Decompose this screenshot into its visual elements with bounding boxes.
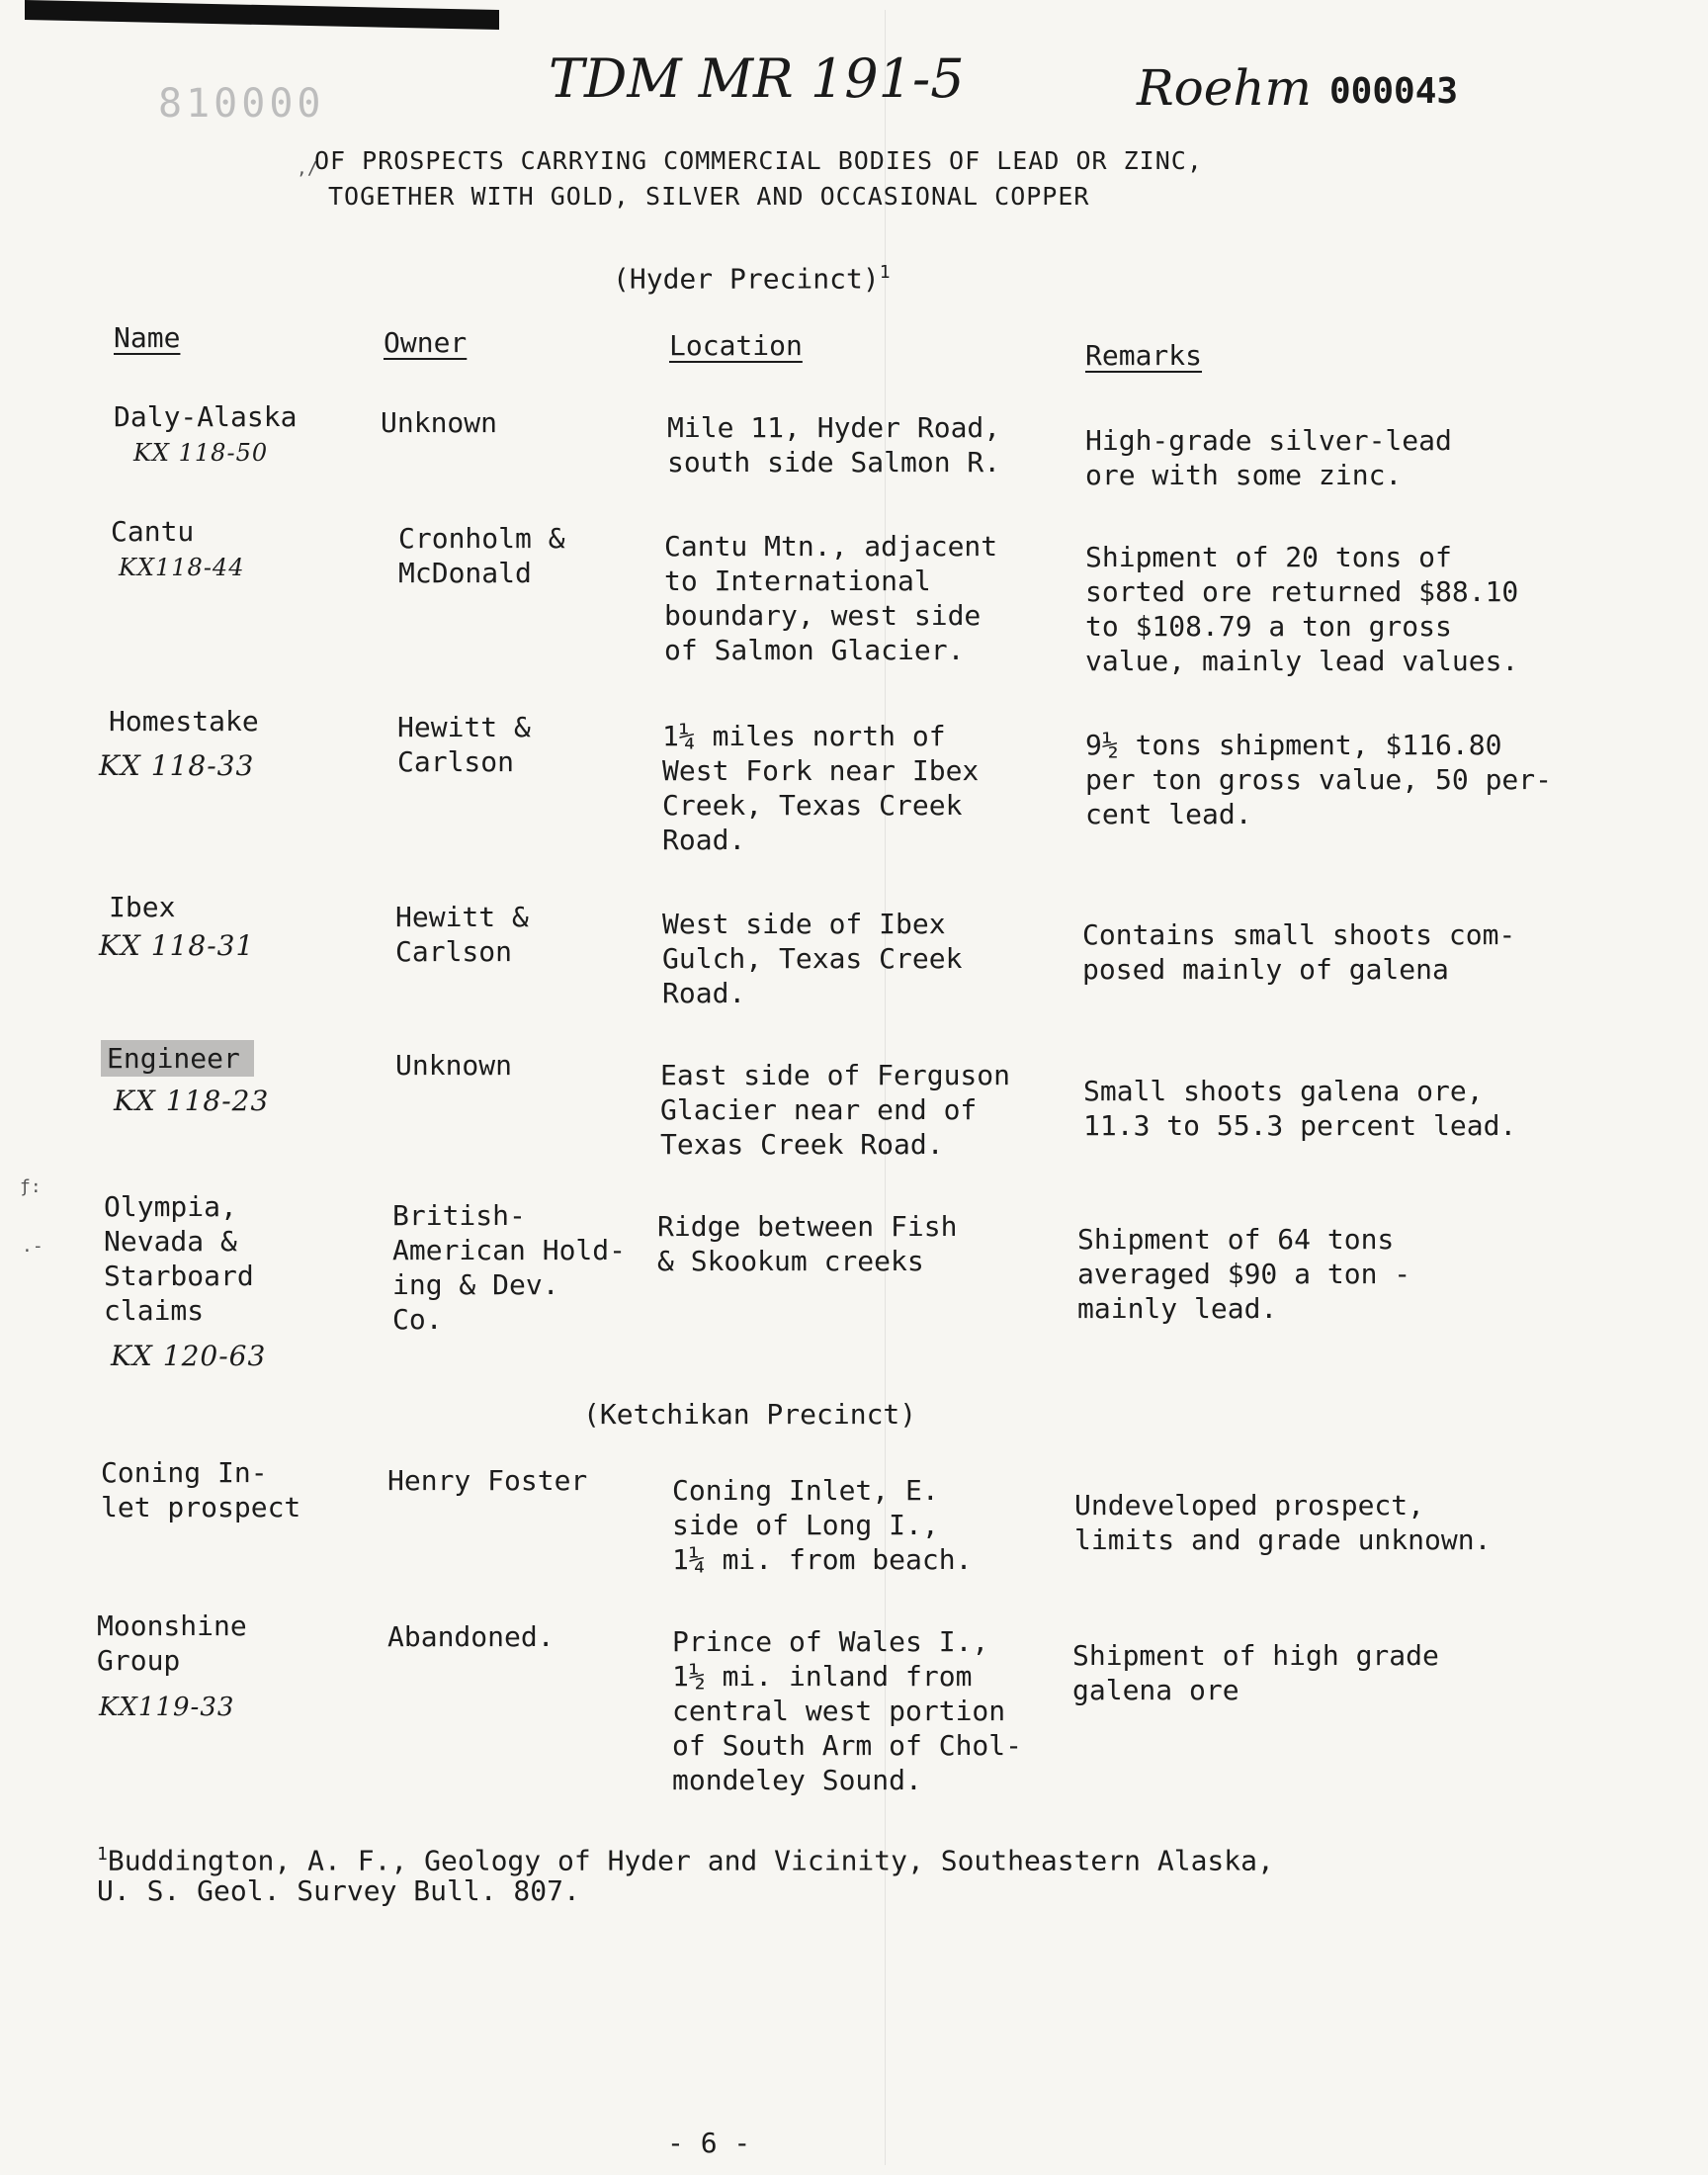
row-name: Ibex (109, 891, 176, 923)
row-name: Olympia, Nevada & Starboard claims (104, 1190, 254, 1327)
row-location: Ridge between Fish & Skookum creeks (657, 1210, 958, 1277)
stamp-number: 810000 (158, 81, 325, 127)
row-name: Cantu (111, 515, 195, 548)
footnote-line-2: U. S. Geol. Survey Bull. 807. (97, 1874, 580, 1907)
row-name: Homestake (109, 705, 259, 738)
title-line-1: OF PROSPECTS CARRYING COMMERCIAL BODIES OF LEAD OR ZINC, (314, 146, 1203, 175)
row-owner: Hewitt & Carlson (395, 901, 529, 968)
precinct-heading-hyder: (Hyder Precinct)$^1$ (613, 262, 891, 296)
row-remarks: Shipment of 64 tons averaged $90 a ton - mainly lead. (1077, 1223, 1411, 1325)
handwritten-kx-code: KX118-44 (119, 554, 245, 581)
handwritten-kx-code: KX 120-63 (111, 1340, 267, 1372)
handwritten-kx-code: KX 118-23 (114, 1085, 270, 1117)
row-name: Coning In- let prospect (101, 1456, 301, 1523)
column-header-name: Name (114, 321, 181, 354)
highlighted-name: Engineer (101, 1040, 254, 1077)
row-location: Mile 11, Hyder Road, south side Salmon R. (667, 411, 1001, 478)
column-header-location: Location (669, 329, 803, 362)
handwritten-author: Roehm (1137, 59, 1312, 117)
column-header-remarks: Remarks (1085, 339, 1203, 372)
row-name: Daly-Alaska (114, 400, 298, 433)
row-owner: Abandoned. (387, 1620, 555, 1653)
row-remarks: 9½ tons shipment, $116.80 per ton gross value, 50 per- cent lead. (1085, 729, 1553, 830)
row-owner: Hewitt & Carlson (397, 711, 531, 778)
handwritten-kx-code: KX 118-31 (99, 929, 255, 962)
scan-edge (25, 0, 499, 30)
footnote: $^1$Buddington, A. F., Geology of Hyder and Vicinity, Southeastern Alaska, (97, 1844, 1274, 1877)
row-location: East side of Ferguson Glacier near end of Texas Creek Road. (660, 1059, 1011, 1161)
row-remarks: Shipment of 20 tons of sorted ore returned $88.10 to $108.79 a ton gross value, mainly lead values. (1085, 541, 1519, 677)
handwritten-kx-code: KX 118-33 (99, 749, 255, 782)
row-remarks: Small shoots galena ore, 11.3 to 55.3 percent lead. (1083, 1075, 1517, 1142)
row-location: Prince of Wales I., 1½ mi. inland from central west portion of South Arm of Chol- mondeley Sound. (672, 1625, 1023, 1796)
precinct-heading-ketchikan: (Ketchikan Precinct) (583, 1398, 917, 1431)
title-line-2: TOGETHER WITH GOLD, SILVER AND OCCASIONAL COPPER (328, 182, 1090, 211)
column-header-owner: Owner (384, 326, 468, 359)
row-owner: Cronholm & McDonald (398, 522, 565, 589)
handwritten-reference: TDM MR 191-5 (549, 47, 965, 110)
row-owner: Henry Foster (387, 1464, 588, 1497)
row-remarks: Shipment of high grade galena ore (1072, 1639, 1439, 1706)
row-location: Coning Inlet, E. side of Long I., 1¼ mi. from beach. (672, 1474, 973, 1576)
document-number: 000043 (1329, 71, 1459, 112)
row-remarks: Contains small shoots com- posed mainly of galena (1082, 918, 1516, 986)
row-name: Moonshine Group (97, 1610, 247, 1677)
row-remarks: Undeveloped prospect, limits and grade unknown. (1074, 1489, 1492, 1556)
document-page: TDM MR 191-5 Roehm 000043 810000 ,/ OF PROSPECTS CARRYING COMMERCIAL BODIES OF LEAD OR ZINC, TOGETHER WITH GOLD, SILVER AND OCCASIONAL COPPER (Hyder Precinct)$^1$ Name Owner Location Remarks Daly-Alaska KX 118-50 Unknown Mile 11, Hyder Road, south side Salmon R. High-grade silver-lead ore with some zinc. Cantu KX118-44 Cronholm & McDonald Cantu Mtn., adjacent to International boundary, west side of Salmon Glacier. Shipment of 20 tons of sorted ore returned $88.10 to $108.79 a ton gross value, mainly lead values. Homestake KX 118-33 Hewitt & Carlson 1¼ miles north of West Fork near Ibex Creek, Texas Creek Road. 9½ tons shipment, $116.80 per ton gross value, 50 per- cent lead. Ibex KX 118-31 Hewitt & Carlson West side of Ibex Gulch, Texas Creek Road. Contains small shoots com- posed mainly of galena Engineer KX 118-23 Unknown East side of Ferguson Glacier near end of Texas Creek Road. Small shoots galena ore, 11.3 to 55.3 percent lead. ƒ: .- Olympia, Nevada & Starboard claims KX 120-63 British- American Hold- ing & Dev. Co. Ridge between Fish & Skookum creeks Shipment of 64 tons averaged $90 a ton - mainly lead. (Ketchikan Precinct) Coning In- let prospect Henry Foster Coning Inlet, E. side of Long I., 1¼ mi. from beach. Undeveloped prospect, limits and grade unknown. Moonshine Group KX119-33 Abandoned. Prince of Wales I., 1½ mi. inland from central west portion of South Arm of Chol- mondeley Sound. Shipment of high grade galena ore $^1$Buddington, A. F., Geology of Hyder and Vicinity, Southeastern Alaska, U. S. Geol. Survey Bull. 807. - 6 - (0, 0, 1708, 2175)
page-number: - 6 - (667, 2127, 751, 2159)
row-name (107, 1041, 254, 1076)
row-owner: Unknown (395, 1049, 513, 1082)
row-location: 1¼ miles north of West Fork near Ibex Creek, Texas Creek Road. (662, 720, 980, 856)
row-owner: Unknown (381, 406, 498, 439)
row-location: Cantu Mtn., adjacent to International boundary, west side of Salmon Glacier. (664, 530, 998, 666)
row-owner: British- American Hold- ing & Dev. Co. (392, 1199, 627, 1336)
handwritten-kx-code: KX 118-50 (133, 439, 269, 467)
row-remarks: High-grade silver-lead ore with some zinc. (1085, 424, 1452, 491)
handwritten-kx-code: KX119-33 (99, 1693, 235, 1722)
row-location: West side of Ibex Gulch, Texas Creek Road. (662, 908, 963, 1009)
